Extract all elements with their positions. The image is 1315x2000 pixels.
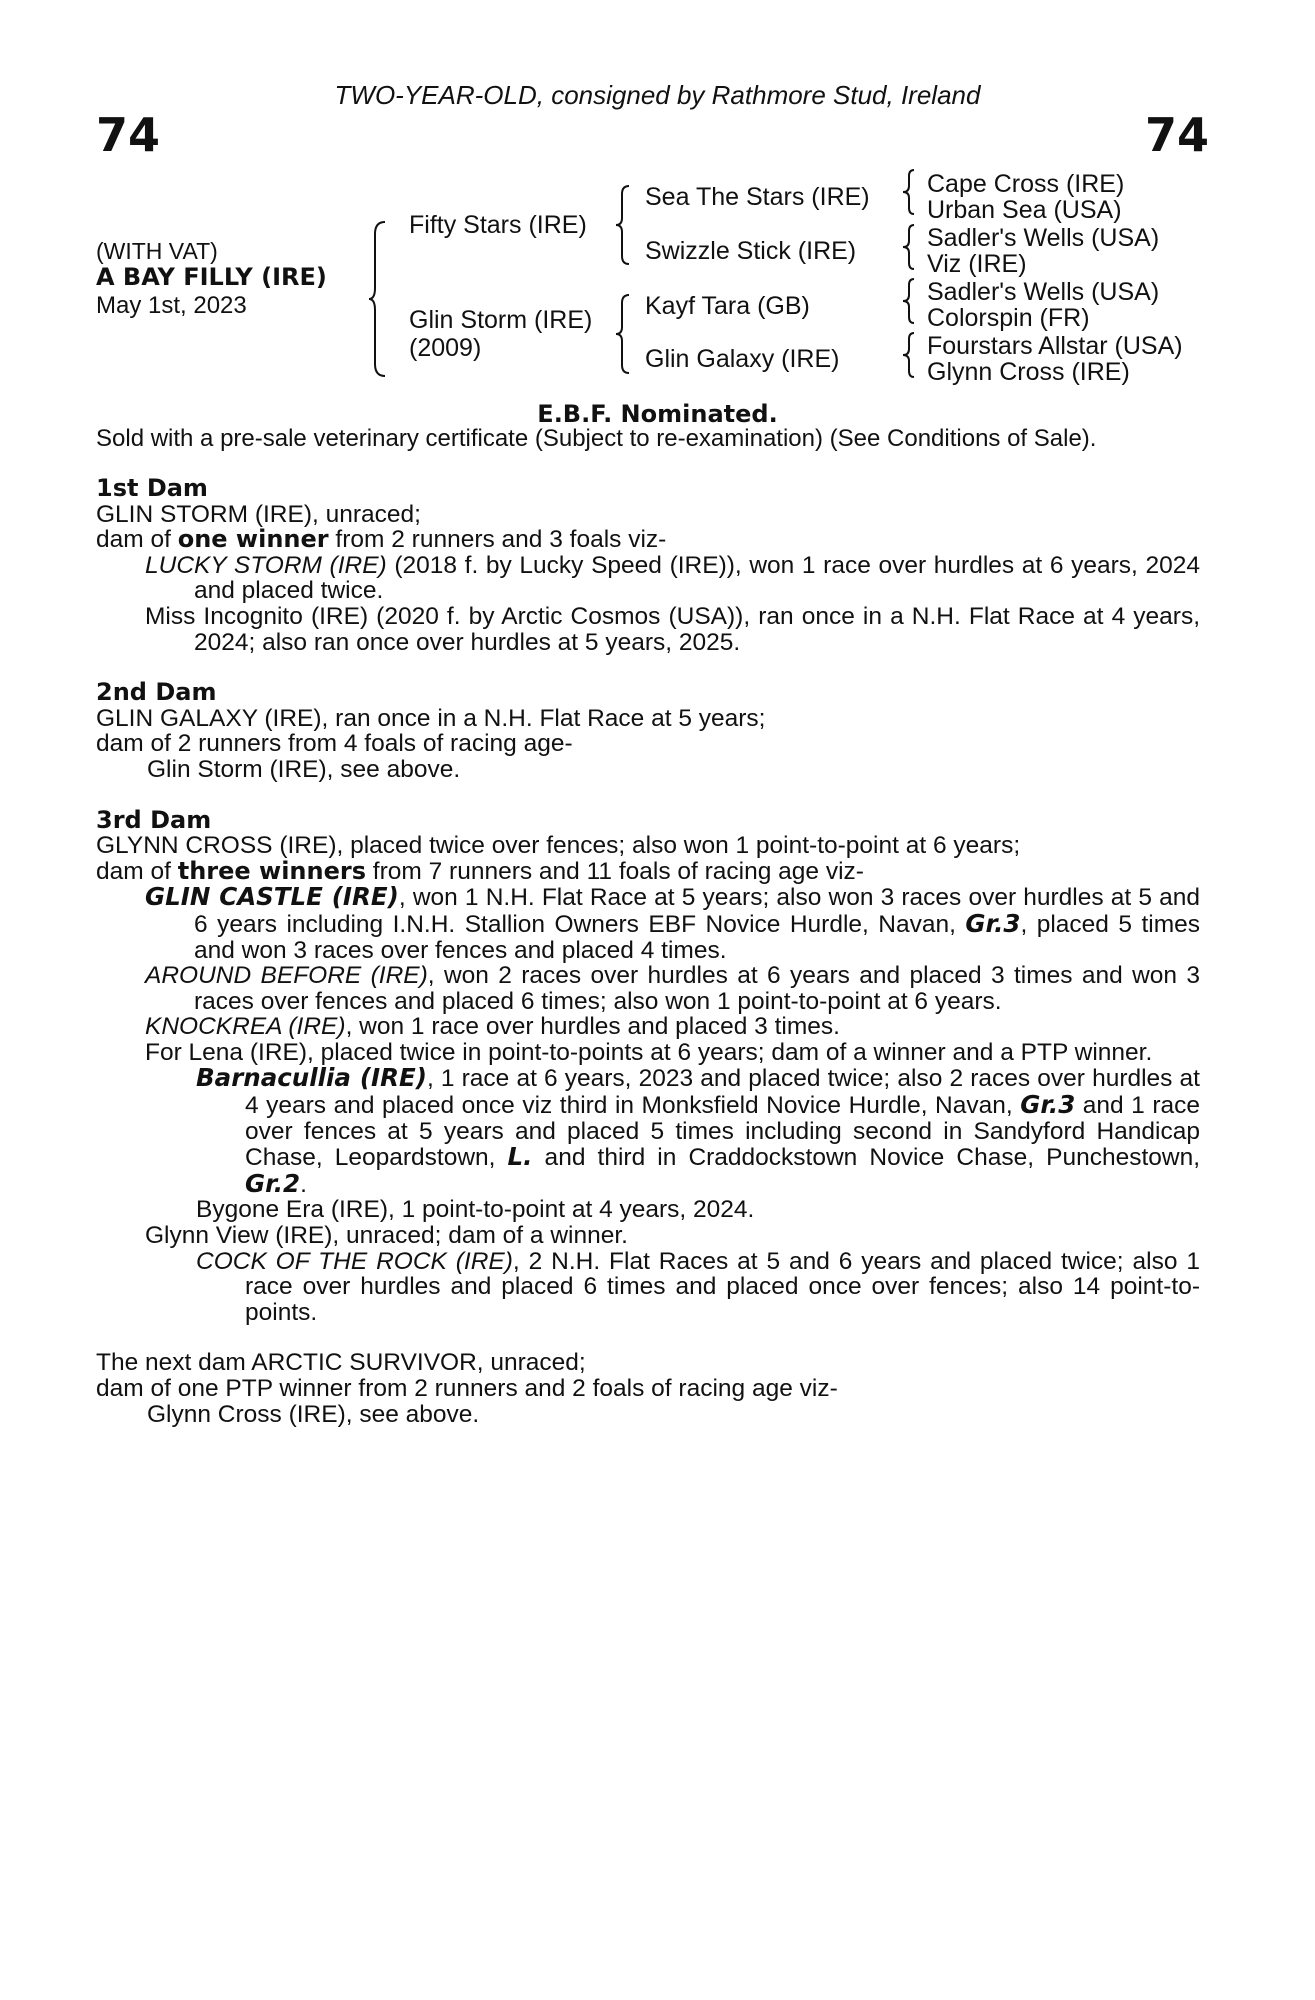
first-dam-line1: GLIN STORM (IRE), unraced;: [96, 500, 421, 528]
pedigree-g3-8: Glynn Cross (IRE): [927, 358, 1130, 386]
lot-number-right: 74: [1145, 108, 1210, 162]
pedigree-g3-5: Sadler's Wells (USA): [927, 278, 1160, 306]
pedigree-brace-g3-3: [901, 277, 917, 325]
pedigree-brace-g3-2: [901, 223, 917, 271]
second-dam-line2: dam of 2 runners from 4 foals of racing age-: [96, 730, 573, 758]
pedigree-g3-3: Sadler's Wells (USA): [927, 224, 1160, 252]
pedigree-g3-1: Cape Cross (IRE): [927, 170, 1125, 198]
pedigree-brace-main: [367, 220, 389, 378]
pedigree-sire-dam: Swizzle Stick (IRE): [645, 237, 857, 265]
dam-lines: [96, 476, 1200, 1427]
first-dam-line2: dam of one winner from 2 runners and 3 foals viz-: [96, 525, 667, 554]
pedigree-sire-sire: Sea The Stars (IRE): [645, 183, 870, 211]
third-dam-grandprogeny-1: Barnacullia (IRE), 1 race at 6 years, 2023 and placed twice; also 2 races over hurdles at 4 years and placed once viz third in Monksfield Novice Hurdle, Navan, Gr.3 and 1 race over fences at 5 years and placed 5 times including second in Sandyford Handicap Chase, Leopardstown, L. and third in Craddockstown Novice Chase, Punchestown, Gr.2.: [196, 1063, 1201, 1198]
pedigree-g3-7: Fourstars Allstar (USA): [927, 332, 1183, 360]
ebf-nominated: E.B.F. Nominated.: [537, 400, 778, 428]
vet-certificate-note: Sold with a pre-sale veterinary certificate (Subject to re-examination) (See Conditions of Sale).: [96, 425, 1097, 452]
pedigree-g3-6: Colorspin (FR): [927, 304, 1090, 332]
vat-note: (WITH VAT): [96, 238, 218, 264]
pedigree-dam-dam: Glin Galaxy (IRE): [645, 345, 840, 373]
next-dam-line2: dam of one PTP winner from 2 runners and 2 foals of racing age viz-: [96, 1375, 838, 1402]
first-dam-heading: 1st Dam: [96, 474, 208, 502]
third-dam-line1: GLYNN CROSS (IRE), placed twice over fences; also won 1 point-to-point at 6 years;: [96, 832, 1021, 860]
third-dam-winners: three winners: [177, 856, 366, 885]
next-dam-progeny-1: Glynn Cross (IRE), see above.: [147, 1400, 480, 1428]
third-dam-progeny-3: KNOCKREA (IRE), won 1 race over hurdles and placed 3 times.: [145, 1013, 840, 1041]
third-dam-progeny-1: GLIN CASTLE (IRE), won 1 N.H. Flat Race at 5 years; also won 3 races over hurdles at 5 and 6 years including I.N.H. Stallion Owners EBF Novice Hurdle, Navan, Gr.3, placed 5 times and won 3 races over fences and placed 4 times.: [145, 882, 1200, 964]
third-dam-heading: 3rd Dam: [96, 805, 212, 834]
consignment-header: TWO-YEAR-OLD, consigned by Rathmore Stud, Ireland: [334, 80, 981, 110]
second-dam-heading: 2nd Dam: [96, 678, 217, 707]
third-dam-grandprogeny-3: COCK OF THE ROCK (IRE), 2 N.H. Flat Races at 5 and 6 years and placed twice; also 1 race over hurdles and placed 6 times and placed once over fences; also 14 point-to-points.: [196, 1247, 1200, 1326]
next-dam-line1: The next dam ARCTIC SURVIVOR, unraced;: [96, 1349, 586, 1377]
pedigree-dam: Glin Storm (IRE): [409, 306, 593, 334]
third-dam-progeny-2: AROUND BEFORE (IRE), won 2 races over hurdles at 6 years and placed 3 times and won 3 races over fences and placed 6 times; also won 1 point-to-point at 6 years.: [145, 962, 1200, 1015]
pedigree-g3-2: Urban Sea (USA): [927, 196, 1122, 224]
first-dam-progeny-1: LUCKY STORM (IRE) (2018 f. by Lucky Speed (IRE)), won 1 race over hurdles at 6 years, 2024 and placed twice.: [145, 551, 1200, 605]
third-dam-progeny-5: Glynn View (IRE), unraced; dam of a winner.: [145, 1222, 628, 1250]
third-dam-progeny-4: For Lena (IRE), placed twice in point-to-points at 6 years; dam of a winner and a PTP winner.: [145, 1038, 1153, 1066]
third-dam-line2: dam of three winners from 7 runners and 11 foals of racing age viz-: [96, 856, 864, 885]
second-dam-line1: GLIN GALAXY (IRE), ran once in a N.H. Flat Race at 5 years;: [96, 704, 766, 732]
pedigree-brace-g3-1: [901, 168, 917, 216]
third-dam-grandprogeny-2: Bygone Era (IRE), 1 point-to-point at 4 years, 2024.: [196, 1196, 755, 1224]
pedigree-brace-dam: [614, 293, 632, 375]
pedigree-brace-g3-4: [901, 331, 917, 379]
foaling-date: May 1st, 2023: [96, 292, 247, 319]
second-dam-progeny-1: Glin Storm (IRE), see above.: [147, 755, 461, 783]
lot-number-left: 74: [96, 108, 161, 162]
pedigree-g3-4: Viz (IRE): [927, 250, 1027, 278]
pedigree-sire: Fifty Stars (IRE): [409, 211, 587, 239]
pedigree-dam-year: (2009): [409, 334, 482, 362]
first-dam-progeny-2: Miss Incognito (IRE) (2020 f. by Arctic Cosmos (USA)), ran once in a N.H. Flat Race at 4 years, 2024; also ran once over hurdles at 5 years, 2025.: [145, 602, 1200, 656]
first-dam-winners: one winner: [177, 525, 329, 554]
horse-name: A BAY FILLY (IRE): [96, 263, 327, 291]
pedigree-dam-sire: Kayf Tara (GB): [645, 292, 810, 320]
pedigree-brace-sire: [614, 184, 632, 266]
